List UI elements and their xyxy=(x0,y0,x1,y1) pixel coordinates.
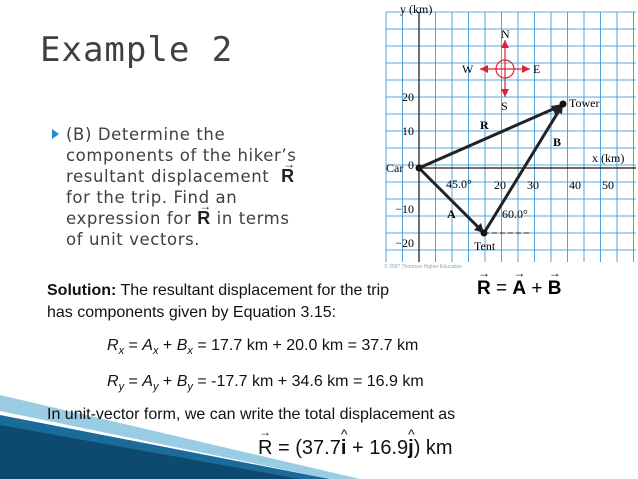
angle-label: 45.0° xyxy=(446,177,472,191)
y-tick: 20 xyxy=(402,90,414,104)
solution-label: Solution: xyxy=(47,282,117,299)
vector-a-label: A xyxy=(447,207,456,221)
vector-b-label: B xyxy=(553,135,562,149)
bullet-line: for the trip. Find an xyxy=(66,188,238,207)
bullet-line: expression for xyxy=(66,209,192,228)
x-tick: 20 xyxy=(494,178,506,192)
solution-text: The resultant displacement for the trip xyxy=(116,282,390,299)
eq-var: R xyxy=(107,337,119,354)
equation-rx: $R_x = A_x + B_x = 17.7$ km + 20.0 km = 37.7 km xyxy=(107,337,419,358)
unit-vector-intro: In unit-vector form, we can write the total displacement as xyxy=(47,406,456,423)
bullet-arrow-icon xyxy=(52,129,59,139)
vector-r xyxy=(419,106,560,168)
compass-n: N xyxy=(501,27,510,41)
vector-sum-equation xyxy=(477,278,562,300)
bullet-line: components of the hiker’s xyxy=(66,146,297,165)
vector-a-symbol: → A xyxy=(512,278,526,300)
x-tick: 50 xyxy=(602,178,614,192)
eq-sub: x xyxy=(152,345,159,358)
final-expression xyxy=(258,437,453,460)
eq-var: R xyxy=(107,373,119,390)
eq-sub: y xyxy=(152,381,159,394)
angle-label: 60.0° xyxy=(502,207,528,221)
unit-vector-j: ^ j xyxy=(408,437,414,460)
x-axis-label: x (km) xyxy=(592,151,625,165)
eq-sub: x xyxy=(187,345,193,358)
bullet-line: resultant displacement xyxy=(66,167,270,186)
x-tick: 30 xyxy=(527,178,539,192)
vector-diagram xyxy=(370,0,638,272)
vector-r-symbol: → R xyxy=(281,166,295,187)
y-tick: −20 xyxy=(395,236,414,250)
bullet-text xyxy=(66,124,346,250)
eq-sub: y xyxy=(187,381,193,394)
bullet-line: in terms xyxy=(216,209,290,228)
unit-vector-i: ^ i xyxy=(341,437,347,460)
vector-r-symbol: → R xyxy=(258,437,272,460)
vector-r-symbol: → R xyxy=(477,278,491,300)
plus-sign: + xyxy=(526,278,548,299)
final-part: ) km xyxy=(413,437,453,459)
eq-var: A xyxy=(142,337,153,354)
compass-s: S xyxy=(501,99,508,113)
eq-var: B xyxy=(176,373,188,390)
vector-b-symbol: → B xyxy=(548,278,562,300)
car-label: Car xyxy=(386,161,404,175)
copyright-note: © 2007 Thomson Higher Education xyxy=(384,264,463,270)
compass-e: E xyxy=(533,62,541,76)
final-part: = (37.7 xyxy=(272,437,341,459)
vector-r-label: R xyxy=(480,118,489,132)
solution-line-1 xyxy=(47,282,389,300)
y-tick: 0 xyxy=(408,158,414,172)
solution-line-2: has components given by Equation 3.15: xyxy=(47,304,337,321)
bullet-line: (B) Determine the xyxy=(66,125,226,144)
final-part: + 16.9 xyxy=(346,437,409,459)
y-tick: 10 xyxy=(402,124,414,138)
slide-title: Example 2 xyxy=(40,30,234,70)
tent-label: Tent xyxy=(474,239,496,253)
grid xyxy=(386,12,636,262)
x-tick: 40 xyxy=(569,178,581,192)
eq-sub: y xyxy=(118,381,125,394)
eq-rhs: = -17.7 km + 34.6 km = 16.9 km xyxy=(192,373,424,390)
y-axis-label: y (km) xyxy=(400,2,433,16)
eq-var: A xyxy=(142,373,153,390)
tower-label: Tower xyxy=(569,96,600,110)
compass-w: W xyxy=(462,62,474,76)
y-tick: −10 xyxy=(395,202,414,216)
equals-sign: = xyxy=(490,278,513,299)
eq-rhs: = 17.7 km + 20.0 km = 37.7 km xyxy=(192,337,419,354)
eq-var: B xyxy=(176,337,188,354)
eq-sub: x xyxy=(118,345,125,358)
equation-ry: $R_y = A_y + B_y = -17.7$ km + 34.6 km = 16.9 km xyxy=(107,373,424,394)
vector-r-symbol: → R xyxy=(197,208,211,229)
bullet-line: of unit vectors. xyxy=(66,230,201,249)
